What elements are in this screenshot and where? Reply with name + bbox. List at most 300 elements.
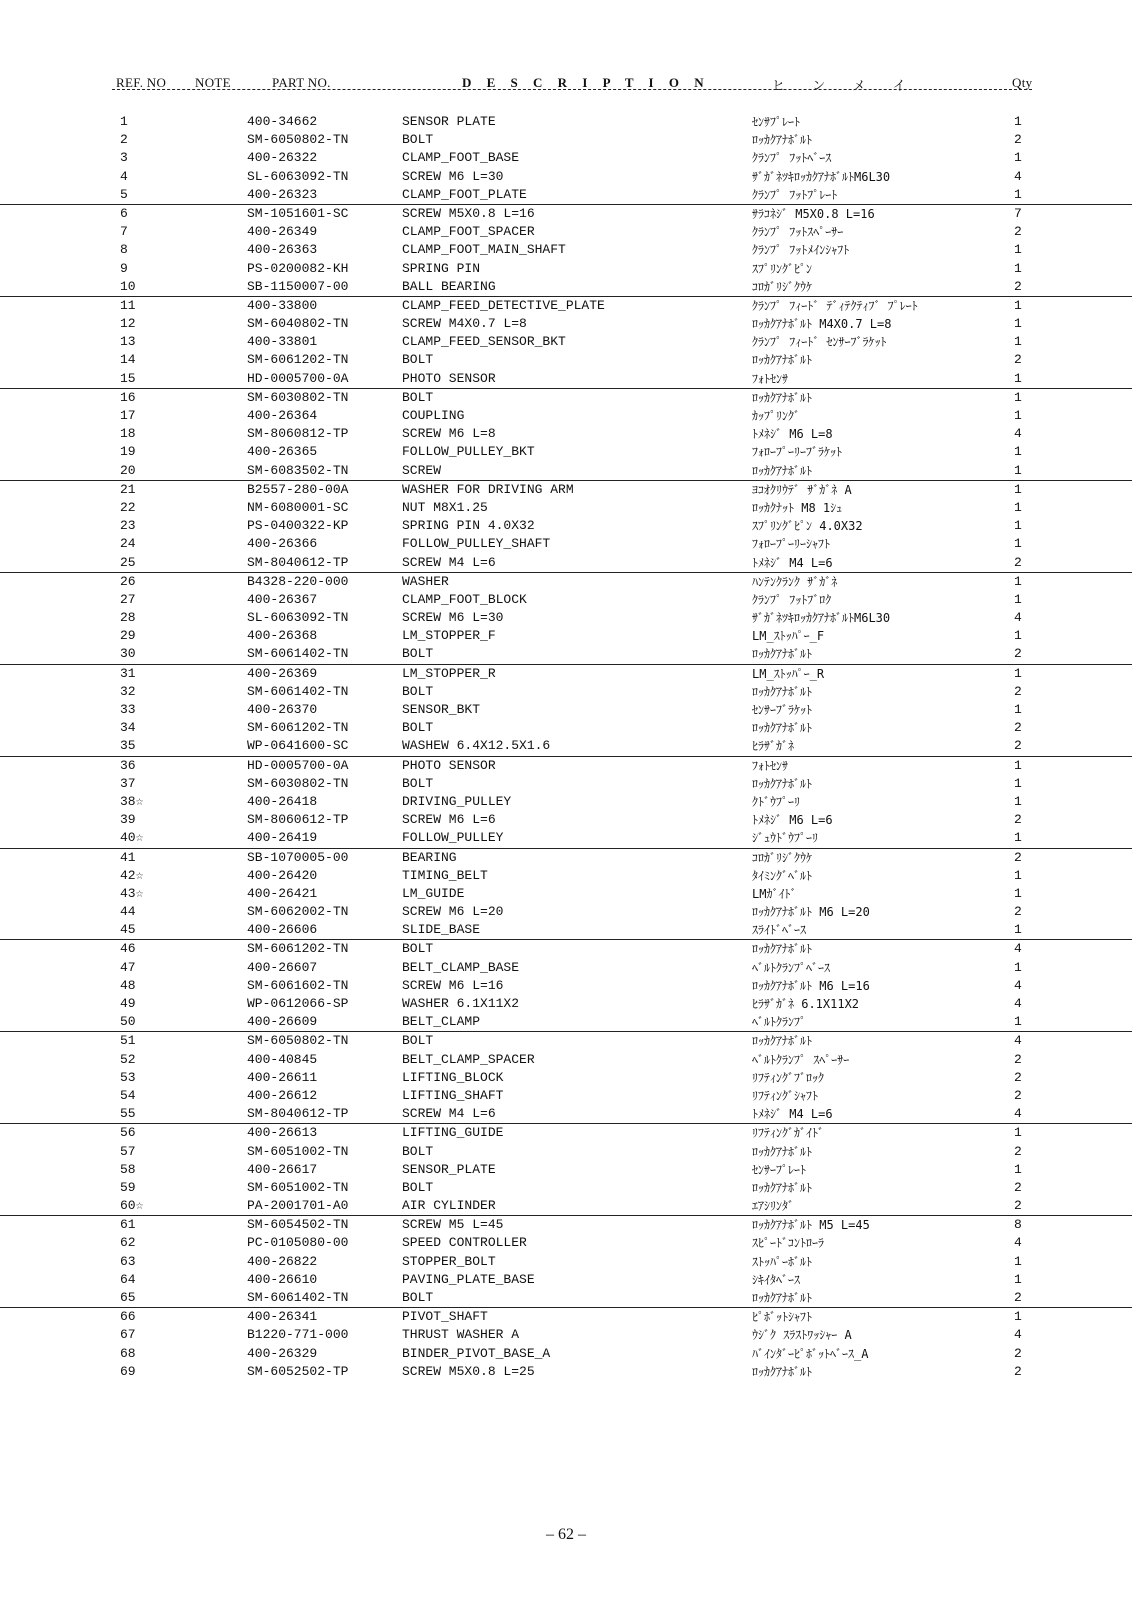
ref-no-cell: 32 — [120, 683, 136, 699]
kana-name-cell: ﾛｯｶｸｱﾅﾎﾞﾙﾄ — [752, 1144, 813, 1159]
part-no-cell: SM-6061202-TN — [247, 941, 349, 957]
qty-cell: 1 — [1014, 408, 1022, 423]
part-no-cell: SL-6063092-TN — [247, 610, 349, 626]
qty-cell: 1 — [1014, 481, 1022, 497]
kana-name-cell: ｸﾗﾝﾌﾟ ﾌｯﾄﾒｲﾝｼｬﾌﾄ — [752, 243, 850, 258]
description-cell: BALL BEARING — [402, 278, 496, 294]
part-no-cell: SM-6061602-TN — [247, 977, 349, 993]
kana-name-cell: ｸﾗﾝﾌﾟ ﾌｯﾄﾍﾞｰｽ — [752, 151, 832, 166]
table-row — [0, 793, 1132, 811]
kana-name-cell: ﾄﾒﾈｼﾞ M6 L=6 — [752, 813, 833, 828]
table-row — [0, 278, 1132, 296]
kana-name-cell: ﾛｯｶｸｱﾅﾎﾞﾙﾄ — [752, 647, 813, 662]
header-kana: ヒ ン メ イ — [772, 78, 918, 93]
qty-cell: 4 — [1014, 168, 1022, 184]
kana-name-cell: ｼﾞｭｳﾄﾞｳﾌﾟｰﾘ — [752, 831, 819, 846]
qty-cell: 2 — [1014, 1069, 1022, 1085]
qty-cell: 1 — [1014, 665, 1022, 681]
table-row — [0, 645, 1132, 663]
kana-name-cell: ﾛｯｶｸｱﾅﾎﾞﾙﾄ — [752, 390, 813, 405]
table-row — [0, 480, 1132, 499]
kana-name-cell: LM_ｽﾄｯﾊﾟｰ_R — [752, 666, 825, 681]
part-no-cell: SM-6054502-TN — [247, 1217, 349, 1233]
kana-name-cell: ﾘﾌﾃｨﾝｸﾞｶﾞｲﾄﾞ — [752, 1126, 825, 1141]
kana-name-cell: ﾛｯｶｸﾅｯﾄ M8 1ｼｭ — [752, 500, 843, 515]
part-no-cell: 400-26369 — [247, 665, 318, 681]
ref-no-cell: 28 — [120, 610, 136, 626]
ref-no-cell: 22 — [120, 499, 136, 515]
table-row — [0, 149, 1132, 167]
ref-no-cell: 21 — [120, 481, 136, 497]
kana-name-cell: ｸﾄﾞｳﾌﾟｰﾘ — [752, 794, 801, 809]
description-cell: SCREW M6 L=8 — [402, 426, 496, 442]
kana-name-cell: ｸﾗﾝﾌﾟ ﾌｯﾄﾌﾟﾚｰﾄ — [752, 187, 838, 202]
qty-cell: 1 — [1014, 518, 1022, 534]
part-no-cell: 400-26611 — [247, 1069, 318, 1085]
kana-name-cell: ｸﾗﾝﾌﾟ ﾌｯﾄｽﾍﾟｰｻｰ — [752, 225, 844, 240]
part-no-cell: SL-6063092-TN — [247, 168, 349, 184]
description-cell: BOLT — [402, 132, 434, 148]
qty-cell: 2 — [1014, 812, 1022, 828]
table-row — [0, 995, 1132, 1013]
description-cell: PIVOT_SHAFT — [402, 1309, 488, 1325]
part-no-cell: PC-0105080-00 — [247, 1235, 349, 1251]
ref-no-cell: 49 — [120, 996, 136, 1011]
table-row — [0, 1031, 1132, 1050]
ref-no-cell: 36 — [120, 757, 136, 773]
kana-name-cell: ﾛｯｶｸｱﾅﾎﾞﾙﾄ — [752, 353, 813, 368]
table-row — [0, 131, 1132, 149]
ref-no-cell: 18 — [120, 426, 136, 442]
ref-no-cell: 25 — [120, 554, 136, 570]
ref-no-cell: 13 — [120, 334, 136, 350]
table-row — [0, 1345, 1132, 1363]
qty-cell: 1 — [1014, 114, 1022, 129]
qty-cell: 1 — [1014, 150, 1022, 166]
ref-no-cell: 33 — [120, 702, 136, 717]
kana-name-cell: ﾖｺｵｸﾘｳﾃﾞ ｻﾞｶﾞﾈ A — [752, 482, 852, 497]
part-no-cell: B4328-220-000 — [247, 573, 349, 589]
table-row — [0, 351, 1132, 369]
kana-name-cell: ﾌｫﾛｰﾌﾟｰﾘｰﾌﾞﾗｹｯﾄ — [752, 445, 843, 460]
table-row — [0, 1234, 1132, 1252]
qty-cell: 1 — [1014, 242, 1022, 258]
kana-name-cell: ﾄﾒﾈｼﾞ M4 L=6 — [752, 555, 833, 570]
qty-cell: 4 — [1014, 1327, 1022, 1343]
qty-cell: 4 — [1014, 610, 1022, 626]
description-cell: BOLT — [402, 1179, 434, 1195]
table-row — [0, 572, 1132, 591]
table-header — [112, 73, 1032, 95]
description-cell: FOLLOW_PULLEY — [402, 830, 504, 846]
description-cell: LIFTING_BLOCK — [402, 1069, 504, 1085]
description-cell: FOLLOW_PULLEY_BKT — [402, 444, 535, 460]
table-row — [0, 204, 1132, 223]
header-dashed-rule — [112, 89, 1032, 90]
description-cell: SCREW M6 L=30 — [402, 168, 504, 184]
kana-name-cell: ｻﾞｶﾞﾈﾂｷﾛｯｶｸｱﾅﾎﾞﾙﾄM6L30 — [752, 611, 891, 626]
qty-cell: 1 — [1014, 536, 1022, 552]
header-part-no: PART NO. — [272, 75, 331, 90]
table-row — [0, 462, 1132, 480]
ref-no-cell: 1 — [120, 114, 128, 129]
qty-cell: 1 — [1014, 757, 1022, 773]
kana-name-cell: ﾄﾒﾈｼﾞ M6 L=8 — [752, 427, 833, 442]
kana-name-cell: ｸﾗﾝﾌﾟ ﾌｨｰﾄﾞ ﾃﾞｨﾃｸﾃｨﾌﾞ ﾌﾟﾚｰﾄ — [752, 298, 918, 313]
description-cell: BOLT — [402, 352, 434, 368]
part-no-cell: SB-1070005-00 — [247, 849, 349, 865]
description-cell: PHOTO SENSOR — [402, 757, 496, 773]
part-no-cell: SM-6052502-TP — [247, 1363, 349, 1379]
ref-no-cell: 31 — [120, 665, 136, 681]
description-cell: BOLT — [402, 389, 434, 405]
part-no-cell: 400-26822 — [247, 1253, 318, 1269]
qty-cell: 2 — [1014, 1087, 1022, 1103]
ref-no-cell: 11 — [120, 297, 136, 313]
table-row — [0, 1326, 1132, 1344]
ref-no-cell: 41 — [120, 849, 136, 865]
part-no-cell: 400-26323 — [247, 186, 318, 202]
kana-name-cell: ﾛｯｶｸｱﾅﾎﾞﾙﾄ M5 L=45 — [752, 1218, 870, 1233]
ref-no-cell: 35 — [120, 738, 136, 754]
kana-name-cell: ﾛｯｶｸｱﾅﾎﾞﾙﾄ — [752, 1034, 813, 1049]
description-cell: BINDER_PIVOT_BASE_A — [402, 1345, 551, 1361]
qty-cell: 2 — [1014, 224, 1022, 240]
part-no-cell: SM-6040802-TN — [247, 316, 349, 332]
ref-no-cell: 14 — [120, 352, 136, 368]
kana-name-cell: ﾄﾒﾈｼﾞ M4 L=6 — [752, 1107, 833, 1122]
kana-name-cell: ﾛｯｶｸｱﾅﾎﾞﾙﾄ — [752, 776, 813, 791]
ref-no-cell: 43☆ — [120, 885, 144, 901]
ref-no-cell: 67 — [120, 1327, 136, 1343]
qty-cell: 7 — [1014, 205, 1022, 221]
ref-no-cell: 9 — [120, 260, 128, 276]
table-row — [0, 867, 1132, 885]
ref-no-cell: 53 — [120, 1069, 136, 1085]
page-number: – 62 – — [546, 1526, 586, 1543]
ref-no-cell: 24 — [120, 536, 136, 552]
part-no-cell: 400-26367 — [247, 591, 318, 607]
table-row — [0, 1143, 1132, 1161]
description-cell: LIFTING_GUIDE — [402, 1125, 504, 1141]
table-row — [0, 1363, 1132, 1381]
description-cell: BOLT — [402, 775, 434, 791]
qty-cell: 1 — [1014, 370, 1022, 386]
qty-cell: 1 — [1014, 867, 1022, 883]
part-no-cell: SM-8060612-TP — [247, 812, 349, 828]
qty-cell: 1 — [1014, 922, 1022, 938]
ref-no-cell: 52 — [120, 1051, 136, 1067]
kana-name-cell: ｻﾞｶﾞﾈﾂｷﾛｯｶｸｱﾅﾎﾞﾙﾄM6L30 — [752, 169, 891, 184]
table-row — [0, 756, 1132, 775]
qty-cell: 1 — [1014, 702, 1022, 717]
ref-no-cell: 45 — [120, 922, 136, 938]
ref-no-cell: 54 — [120, 1087, 136, 1103]
description-cell: BELT_CLAMP_SPACER — [402, 1051, 535, 1067]
part-no-cell: 400-26607 — [247, 959, 318, 975]
header-qty: Qty — [1012, 75, 1033, 90]
qty-cell: 1 — [1014, 1271, 1022, 1287]
part-no-cell: 400-26418 — [247, 793, 318, 809]
part-no-cell: PS-0200082-KH — [247, 260, 349, 276]
description-cell: LM_STOPPER_F — [402, 628, 496, 644]
part-no-cell: 400-26421 — [247, 885, 318, 901]
description-cell: LM_STOPPER_R — [402, 665, 496, 681]
table-row — [0, 737, 1132, 755]
part-no-cell: SM-6061402-TN — [247, 683, 349, 699]
kana-name-cell: ﾌｫﾄｾﾝｻ — [752, 758, 789, 773]
kana-name-cell: ｽﾌﾟﾘﾝｸﾞﾋﾟﾝ 4.0X32 — [752, 519, 863, 534]
ref-no-cell: 38☆ — [120, 793, 144, 809]
ref-no-cell: 7 — [120, 224, 128, 240]
description-cell: SPRING PIN 4.0X32 — [402, 518, 535, 534]
qty-cell: 1 — [1014, 186, 1022, 202]
ref-no-cell: 37 — [120, 775, 136, 791]
qty-cell: 2 — [1014, 1143, 1022, 1159]
part-no-cell: SM-6061202-TN — [247, 352, 349, 368]
qty-cell: 1 — [1014, 499, 1022, 515]
part-no-cell: 400-33800 — [247, 297, 318, 313]
ref-no-cell: 26 — [120, 573, 136, 589]
qty-cell: 1 — [1014, 885, 1022, 901]
part-no-cell: 400-26341 — [247, 1309, 318, 1325]
part-no-cell: 400-26609 — [247, 1014, 318, 1030]
qty-cell: 1 — [1014, 591, 1022, 607]
description-cell: PHOTO SENSOR — [402, 370, 496, 386]
ref-no-cell: 42☆ — [120, 867, 144, 883]
qty-cell: 2 — [1014, 1345, 1022, 1361]
ref-no-cell: 20 — [120, 462, 136, 478]
qty-cell: 2 — [1014, 904, 1022, 920]
kana-name-cell: ｺﾛｶﾞﾘｼﾞｸｳｹ — [752, 279, 813, 294]
kana-name-cell: ﾛｯｶｸｱﾅﾎﾞﾙﾄ M6 L=20 — [752, 905, 870, 920]
part-no-cell: B1220-771-000 — [247, 1327, 349, 1343]
kana-name-cell: ｽﾗｲﾄﾞﾍﾞｰｽ — [752, 923, 807, 938]
table-row — [0, 425, 1132, 443]
header-ref-no: REF. NO — [116, 75, 167, 90]
qty-cell: 1 — [1014, 573, 1022, 589]
table-row — [0, 977, 1132, 995]
description-cell: SPEED CONTROLLER — [402, 1235, 527, 1251]
description-cell: TIMING_BELT — [402, 867, 488, 883]
header-note: NOTE — [195, 75, 231, 90]
description-cell: SCREW M5X0.8 L=16 — [402, 205, 535, 221]
ref-no-cell: 16 — [120, 389, 136, 405]
description-cell: CLAMP_FOOT_PLATE — [402, 186, 527, 202]
table-row — [0, 535, 1132, 553]
part-no-cell: SB-1150007-00 — [247, 278, 349, 294]
kana-name-cell: ﾍﾞﾙﾄｸﾗﾝﾌﾟﾍﾞｰｽ — [752, 960, 831, 975]
qty-cell: 2 — [1014, 720, 1022, 736]
description-cell: BOLT — [402, 720, 434, 736]
qty-cell: 1 — [1014, 959, 1022, 975]
qty-cell: 4 — [1014, 941, 1022, 957]
kana-name-cell: ｾﾝｻｰﾌﾞﾗｹｯﾄ — [752, 703, 813, 717]
part-no-cell: SM-6051002-TN — [247, 1143, 349, 1159]
kana-name-cell: ｻﾗｺﾈｼﾞ M5X0.8 L=16 — [752, 206, 875, 221]
description-cell: NUT M8X1.25 — [402, 499, 488, 515]
part-no-cell: 400-26419 — [247, 830, 318, 846]
table-row — [0, 664, 1132, 683]
description-cell: PAVING_PLATE_BASE — [402, 1271, 535, 1287]
qty-cell: 2 — [1014, 278, 1022, 294]
kana-name-cell: ﾘﾌﾃｨﾝｸﾞﾌﾞﾛｯｸ — [752, 1070, 825, 1085]
table-row — [0, 554, 1132, 572]
ref-no-cell: 27 — [120, 591, 136, 607]
table-row — [0, 315, 1132, 333]
table-row — [0, 1197, 1132, 1215]
qty-cell: 1 — [1014, 830, 1022, 846]
description-cell: SCREW M6 L=30 — [402, 610, 504, 626]
description-cell: BOLT — [402, 1290, 434, 1305]
part-no-cell: 400-26613 — [247, 1125, 318, 1141]
description-cell: BOLT — [402, 941, 434, 957]
description-cell: SENSOR PLATE — [402, 114, 496, 129]
description-cell: FOLLOW_PULLEY_SHAFT — [402, 536, 551, 552]
part-no-cell: 400-26606 — [247, 922, 318, 938]
part-no-cell: 400-26364 — [247, 408, 318, 423]
ref-no-cell: 69 — [120, 1363, 136, 1379]
part-no-cell: 400-26612 — [247, 1087, 318, 1103]
qty-cell: 2 — [1014, 1051, 1022, 1067]
table-row — [0, 609, 1132, 627]
part-no-cell: SM-6061202-TN — [247, 720, 349, 736]
kana-name-cell: ﾊﾝﾃﾝｸﾗﾝｸ ｻﾞｶﾞﾈ — [752, 574, 838, 589]
qty-cell: 1 — [1014, 260, 1022, 276]
part-no-cell: SM-6061402-TN — [247, 1290, 349, 1305]
qty-cell: 4 — [1014, 977, 1022, 993]
part-no-cell: 400-26420 — [247, 867, 318, 883]
table-row — [0, 223, 1132, 241]
description-cell: LM_GUIDE — [402, 885, 465, 901]
part-no-cell: 400-26368 — [247, 628, 318, 644]
ref-no-cell: 47 — [120, 959, 136, 975]
qty-cell: 1 — [1014, 775, 1022, 791]
description-cell: THRUST WASHER A — [402, 1327, 520, 1343]
kana-name-cell: ﾛｯｶｸｱﾅﾎﾞﾙﾄ — [752, 942, 813, 957]
table-row — [0, 811, 1132, 829]
ref-no-cell: 5 — [120, 186, 128, 202]
qty-cell: 1 — [1014, 444, 1022, 460]
part-no-cell: SM-8040612-TP — [247, 554, 349, 570]
qty-cell: 1 — [1014, 297, 1022, 313]
kana-name-cell: ｴｱｼﾘﾝﾀﾞ — [752, 1199, 795, 1214]
description-cell: BEARING — [402, 849, 457, 865]
part-no-cell: 400-40845 — [247, 1051, 318, 1067]
qty-cell: 4 — [1014, 1235, 1022, 1251]
ref-no-cell: 50 — [120, 1014, 136, 1030]
ref-no-cell: 51 — [120, 1033, 136, 1049]
description-cell: WASHEW 6.4X12.5X1.6 — [402, 738, 551, 754]
qty-cell: 4 — [1014, 1033, 1022, 1049]
kana-name-cell: ｽﾋﾟｰﾄﾞｺﾝﾄﾛｰﾗ — [752, 1236, 825, 1251]
kana-name-cell: ﾛｯｶｸｱﾅﾎﾞﾙﾄ — [752, 463, 813, 478]
description-cell: BELT_CLAMP — [402, 1014, 481, 1030]
part-no-cell: 400-34662 — [247, 114, 318, 129]
ref-no-cell: 60☆ — [120, 1198, 144, 1214]
kana-name-cell: ﾋﾗｻﾞｶﾞﾈ 6.1X11X2 — [752, 997, 860, 1011]
description-cell: CLAMP_FOOT_SPACER — [402, 224, 535, 240]
part-no-cell: 400-33801 — [247, 334, 318, 350]
part-no-cell: SM-1051601-SC — [247, 205, 349, 221]
ref-no-cell: 56 — [120, 1125, 136, 1141]
qty-cell: 4 — [1014, 1106, 1022, 1122]
ref-no-cell: 46 — [120, 941, 136, 957]
description-cell: CLAMP_FOOT_BLOCK — [402, 591, 527, 607]
qty-cell: 1 — [1014, 334, 1022, 350]
qty-cell: 2 — [1014, 646, 1022, 662]
table-row — [0, 959, 1132, 977]
kana-name-cell: ｶｯﾌﾟﾘﾝｸﾞ — [752, 409, 801, 423]
qty-cell: 2 — [1014, 738, 1022, 754]
kana-name-cell: ﾀｲﾐﾝｸﾞﾍﾞﾙﾄ — [752, 868, 813, 883]
description-cell: SCREW — [402, 462, 442, 478]
description-cell: SCREW M4 L=6 — [402, 554, 496, 570]
part-no-cell: SM-6030802-TN — [247, 389, 349, 405]
kana-name-cell: ﾛｯｶｸｱﾅﾎﾞﾙﾄ M6 L=16 — [752, 978, 870, 993]
description-cell: WASHER FOR DRIVING ARM — [402, 481, 574, 497]
ref-no-cell: 19 — [120, 444, 136, 460]
ref-no-cell: 40☆ — [120, 830, 144, 846]
table-row — [0, 939, 1132, 958]
ref-no-cell: 63 — [120, 1253, 136, 1269]
description-cell: BOLT — [402, 1143, 434, 1159]
table-row — [0, 260, 1132, 278]
ref-no-cell: 29 — [120, 628, 136, 644]
part-no-cell: SM-6062002-TN — [247, 904, 349, 920]
description-cell: SCREW M5 L=45 — [402, 1217, 504, 1233]
qty-cell: 1 — [1014, 1014, 1022, 1030]
table-row — [0, 1215, 1132, 1234]
description-cell: AIR CYLINDER — [402, 1198, 496, 1214]
qty-cell: 1 — [1014, 462, 1022, 478]
description-cell: COUPLING — [402, 408, 465, 423]
table-row — [0, 1179, 1132, 1197]
qty-cell: 1 — [1014, 316, 1022, 332]
part-no-cell: 400-26366 — [247, 536, 318, 552]
kana-name-cell: ﾊﾞｲﾝﾀﾞｰﾋﾟﾎﾞｯﾄﾍﾞｰｽ_A — [752, 1346, 869, 1361]
kana-name-cell: ｸﾗﾝﾌﾟ ﾌｯﾄﾌﾞﾛｸ — [752, 592, 832, 607]
kana-name-cell: ﾍﾞﾙﾄｸﾗﾝﾌﾟ — [752, 1015, 807, 1030]
qty-cell: 1 — [1014, 1253, 1022, 1269]
table-row — [0, 848, 1132, 867]
table-row — [0, 1253, 1132, 1271]
table-row — [0, 1013, 1132, 1031]
ref-no-cell: 10 — [120, 278, 136, 294]
table-row — [0, 885, 1132, 903]
ref-no-cell: 8 — [120, 242, 128, 258]
ref-no-cell: 66 — [120, 1309, 136, 1325]
kana-name-cell: ｺﾛｶﾞﾘｼﾞｸｳｹ — [752, 850, 813, 865]
ref-no-cell: 2 — [120, 132, 128, 148]
description-cell: BOLT — [402, 646, 434, 662]
kana-name-cell: ﾛｯｶｸｱﾅﾎﾞﾙﾄ — [752, 1291, 813, 1305]
description-cell: SCREW M4X0.7 L=8 — [402, 316, 527, 332]
description-cell: BELT_CLAMP_BASE — [402, 959, 520, 975]
qty-cell: 1 — [1014, 1125, 1022, 1141]
description-cell: WASHER 6.1X11X2 — [402, 996, 520, 1011]
ref-no-cell: 15 — [120, 370, 136, 386]
ref-no-cell: 34 — [120, 720, 136, 736]
ref-no-cell: 6 — [120, 205, 128, 221]
part-no-cell: SM-6030802-TN — [247, 775, 349, 791]
qty-cell: 1 — [1014, 1161, 1022, 1177]
ref-no-cell: 44 — [120, 904, 136, 920]
header-description: D E S C R I P T I O N — [462, 75, 710, 90]
description-cell: LIFTING_SHAFT — [402, 1087, 504, 1103]
ref-no-cell: 48 — [120, 977, 136, 993]
part-no-cell: PA-2001701-A0 — [247, 1198, 349, 1214]
